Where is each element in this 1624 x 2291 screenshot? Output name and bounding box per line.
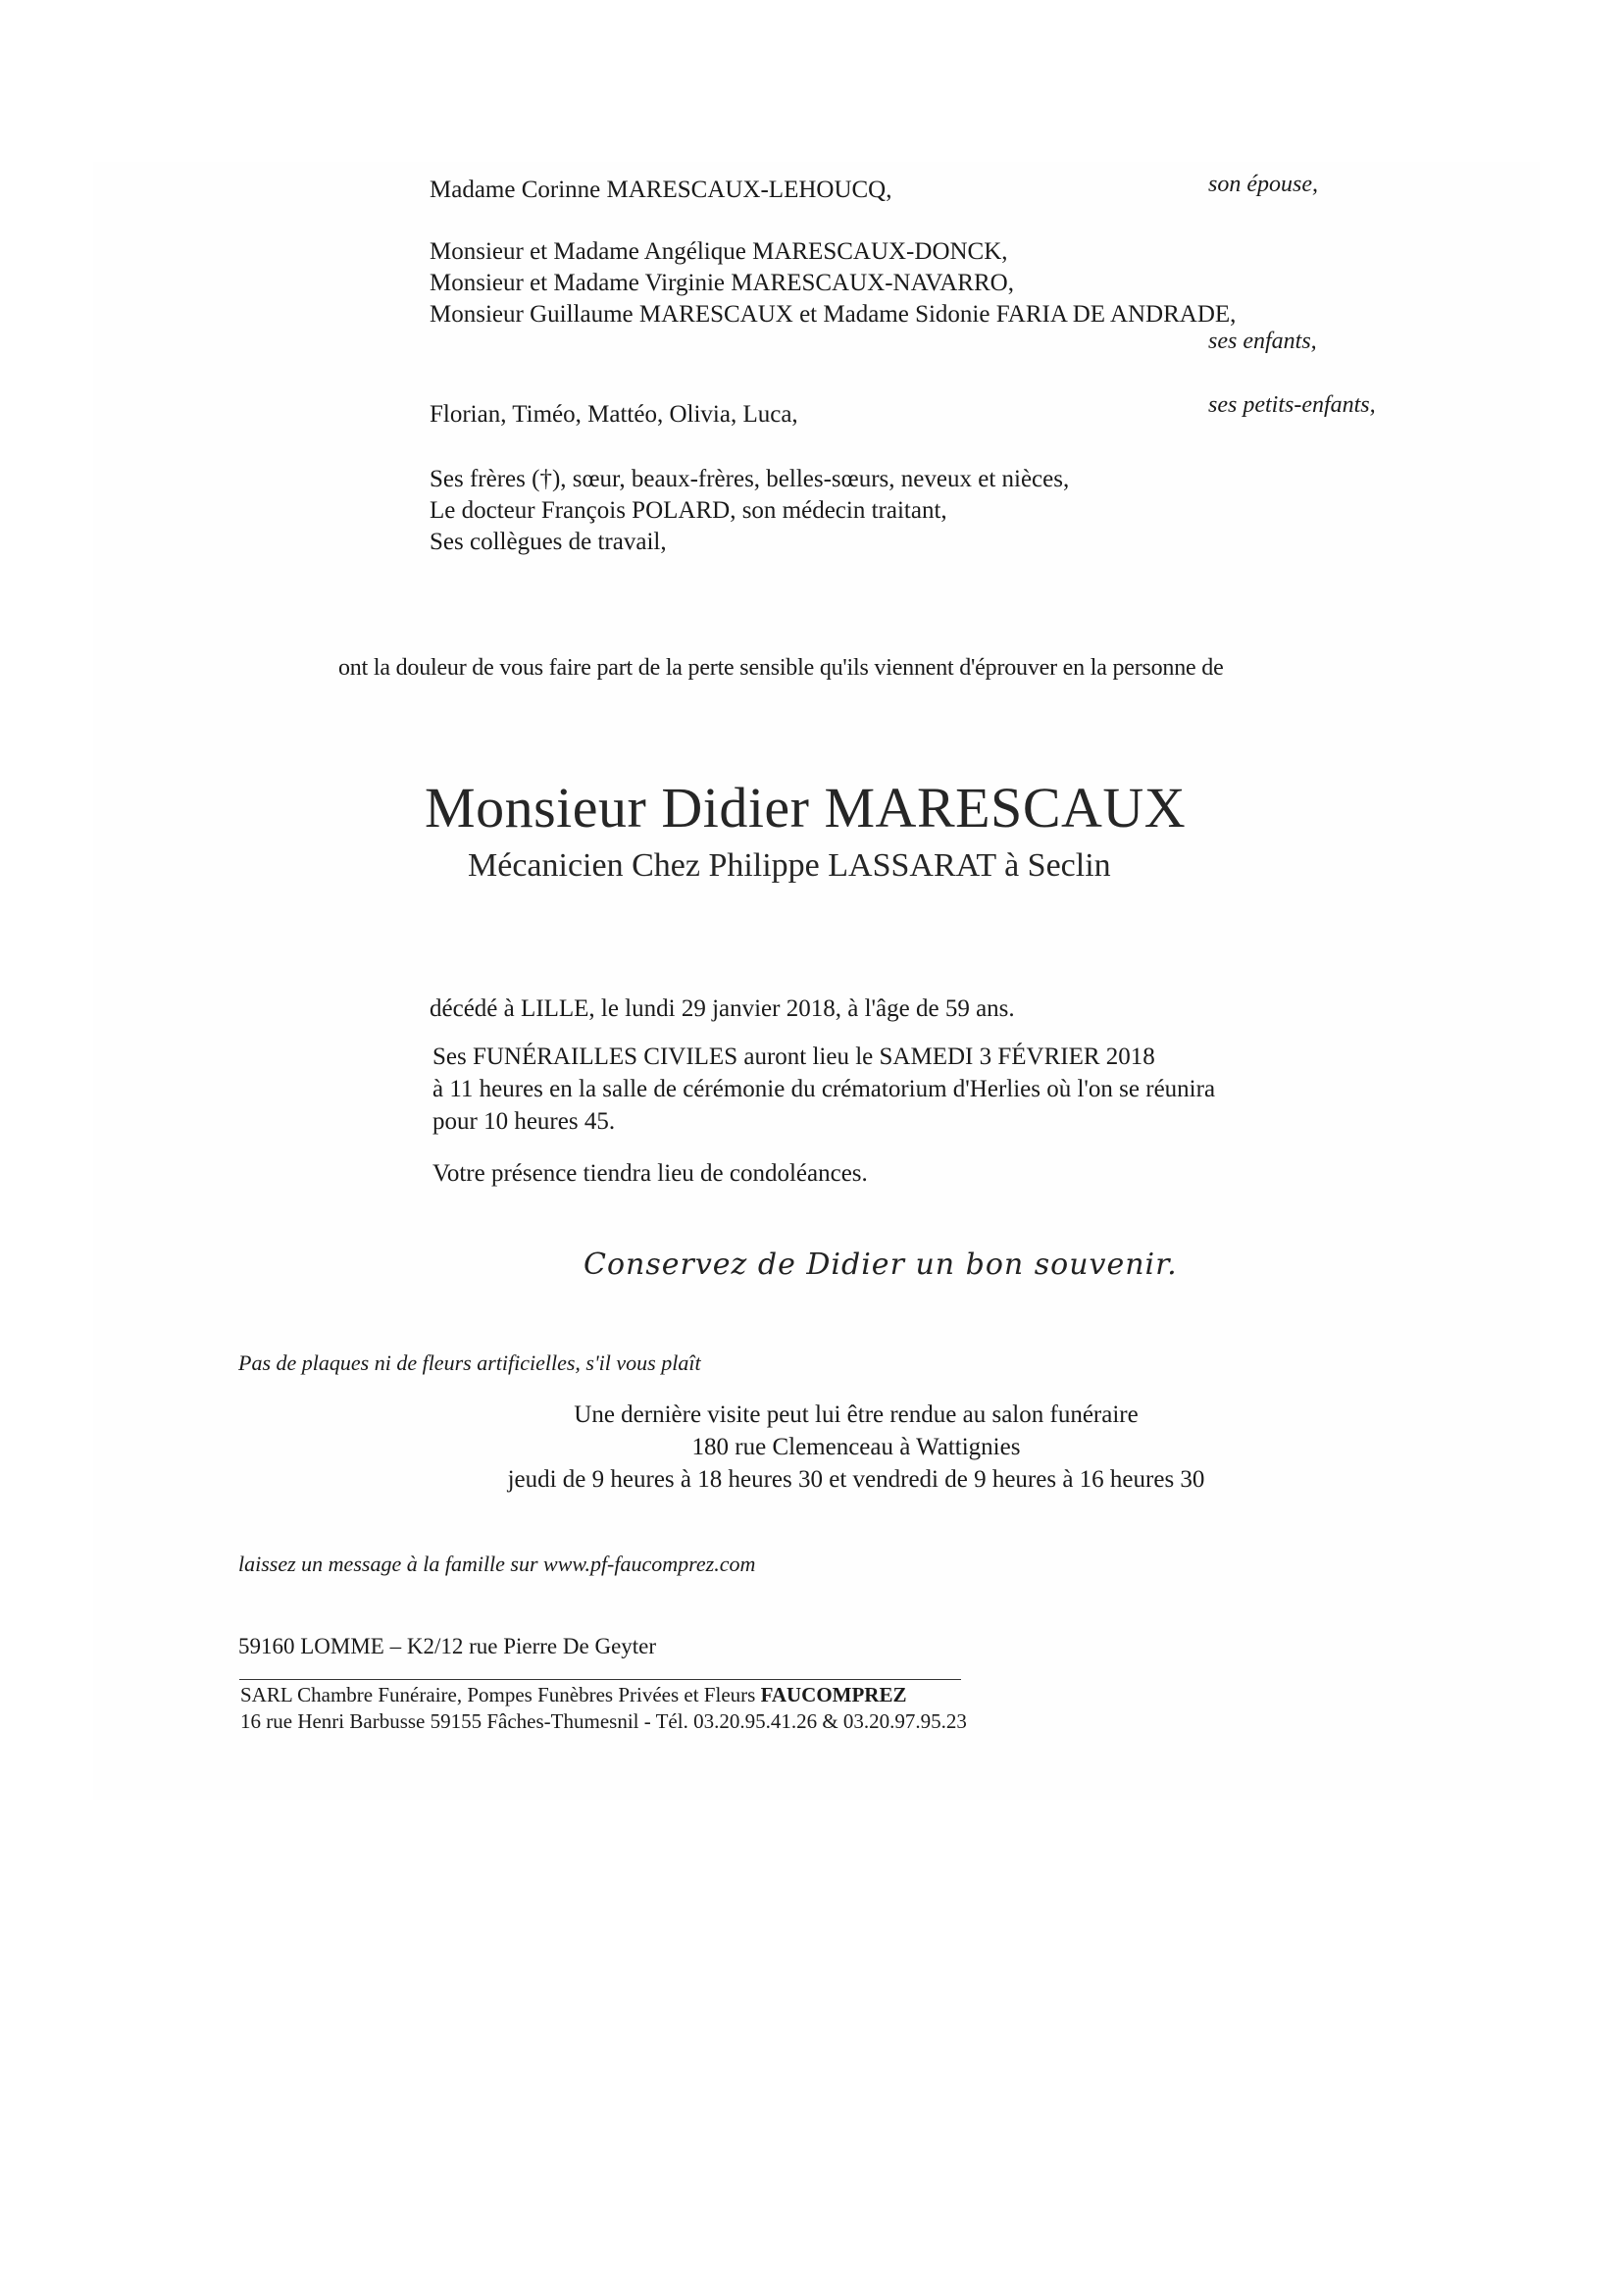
footer-company-address: 16 rue Henri Barbusse 59155 Fâches-Thumesnil - Tél. 03.20.95.41.26 & 03.20.97.95.23 [240, 1709, 967, 1733]
others-line-2: Le docteur François POLARD, son médecin traitant, [430, 497, 947, 524]
footer-divider [239, 1679, 961, 1680]
visit-line-1: Une dernière visite peut lui être rendue au salon funéraire [574, 1401, 1139, 1428]
footer-company-prefix: SARL Chambre Funéraire, Pompes Funèbres Privées et Fleurs [240, 1683, 761, 1706]
child-line-1: Monsieur et Madame Angélique MARESCAUX-DONCK, [430, 238, 1008, 265]
funeral-line-1: Ses FUNÉRAILLES CIVILES auront lieu le SAMEDI 3 FÉVRIER 2018 [432, 1044, 1155, 1070]
visit-block [430, 1399, 1283, 1496]
children-relation: ses enfants, [1208, 329, 1317, 354]
deceased-name: Monsieur Didier MARESCAUX [425, 776, 1187, 840]
grandchildren-names: Florian, Timéo, Mattéo, Olivia, Luca, [430, 401, 798, 428]
footer-company [240, 1681, 907, 1708]
funeral-line-3: pour 10 heures 45. [432, 1108, 616, 1135]
grandchildren-relation: ses petits-enfants, [1208, 392, 1376, 418]
footer-company-name: FAUCOMPREZ [760, 1683, 907, 1706]
spouse-relation: son épouse, [1208, 172, 1318, 197]
announcement-text: ont la douleur de vous faire part de la perte sensible qu'ils viennent d'éprouver en la personne de [338, 655, 1224, 681]
deceased-occupation: Mécanicien Chez Philippe LASSARAT à Seclin [468, 847, 1111, 884]
no-flowers-note: Pas de plaques ni de fleurs artificielles, s'il vous plaît [238, 1350, 701, 1375]
child-line-3: Monsieur Guillaume MARESCAUX et Madame Sidonie FARIA DE ANDRADE, [430, 301, 1237, 328]
death-details: décédé à LILLE, le lundi 29 janvier 2018, à l'âge de 59 ans. [430, 995, 1015, 1022]
visit-line-2: 180 rue Clemenceau à Wattignies [691, 1434, 1021, 1460]
spouse-name: Madame Corinne MARESCAUX-LEHOUCQ, [430, 177, 892, 203]
footer-address: 59160 LOMME – K2/12 rue Pierre De Geyter [238, 1634, 657, 1658]
others-line-3: Ses collègues de travail, [430, 529, 667, 555]
condolences-text: Votre présence tiendra lieu de condoléances. [432, 1160, 868, 1187]
child-line-2: Monsieur et Madame Virginie MARESCAUX-NAVARRO, [430, 270, 1014, 296]
visit-line-3: jeudi de 9 heures à 18 heures 30 et vendredi de 9 heures à 16 heures 30 [507, 1466, 1205, 1493]
handwritten-message: Conservez de Didier un bon souvenir. [584, 1247, 1178, 1282]
others-line-1: Ses frères (†), sœur, beaux-frères, belles-sœurs, neveux et nièces, [430, 466, 1070, 492]
message-link[interactable]: laissez un message à la famille sur www.pf-faucomprez.com [238, 1552, 756, 1576]
funeral-line-2: à 11 heures en la salle de cérémonie du crématorium d'Herlies où l'on se réunira [432, 1076, 1216, 1102]
